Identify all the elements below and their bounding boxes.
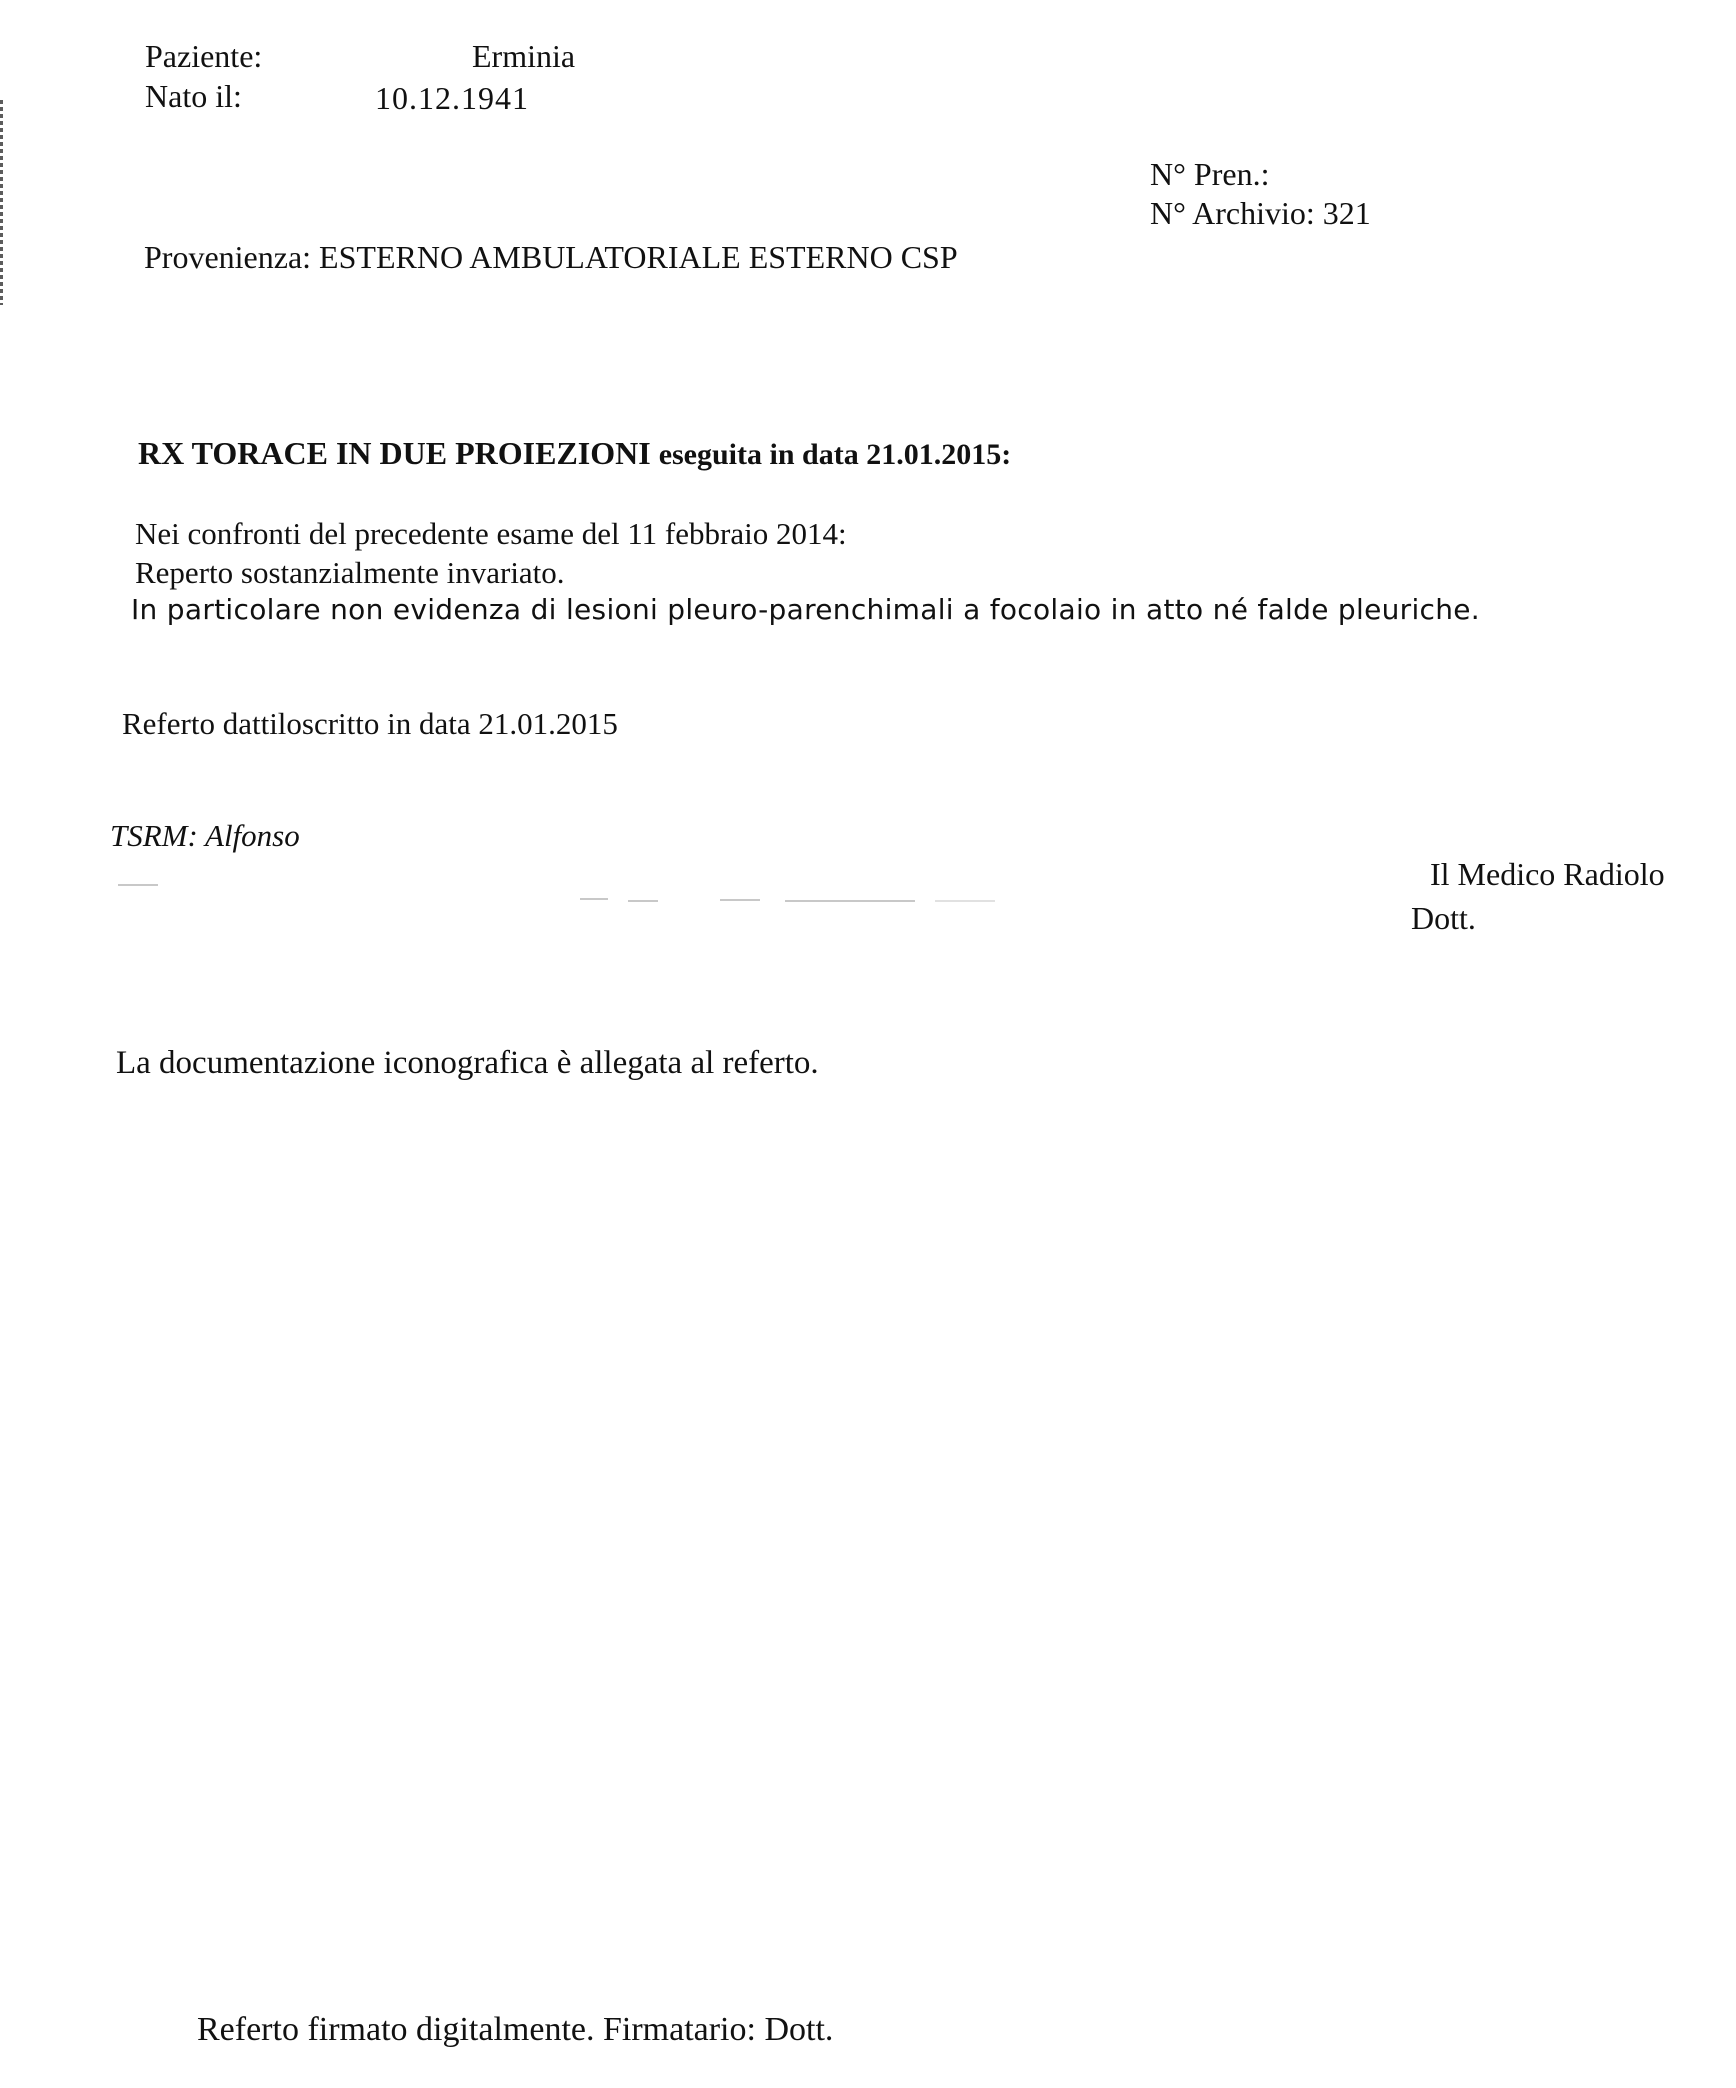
provenance: Provenienza: ESTERNO AMBULATORIALE ESTERNO CSP	[144, 239, 958, 275]
signature-note: Referto firmato digitalmente. Firmatario: Dott.	[197, 2011, 834, 2048]
scan-mark	[118, 884, 158, 886]
scan-mark	[720, 899, 760, 901]
archive-number: N° Archivio: 321	[1150, 195, 1371, 231]
patient-name: Erminia	[472, 38, 576, 74]
exam-date: eseguita in data 21.01.2015:	[658, 438, 1012, 471]
tsrm: TSRM: Alfonso	[110, 818, 300, 853]
birth-label: Nato il:	[145, 78, 242, 114]
scan-mark	[628, 900, 658, 902]
finding-line-2: Reperto sostanzialmente invariato.	[135, 555, 565, 590]
exam-title	[138, 433, 1011, 475]
booking-number-label: N° Pren.:	[1150, 156, 1270, 192]
radiologist-title: Il Medico Radiolo	[1430, 856, 1665, 892]
exam-name: RX TORACE IN DUE PROIEZIONI	[138, 435, 651, 471]
scan-mark	[935, 900, 995, 902]
patient-label: Paziente:	[145, 38, 263, 74]
scan-edge-mark	[0, 100, 3, 305]
finding-line-1: Nei confronti del precedente esame del 11 febbraio 2014:	[135, 516, 847, 551]
scan-mark	[580, 898, 608, 900]
scan-mark	[785, 900, 915, 902]
finding-line-3: In particolare non evidenza di lesioni pleuro-parenchimali a focolaio in atto né falde pleuriche.	[131, 593, 1481, 626]
radiologist-name: Dott.	[1411, 900, 1476, 936]
birth-date: 10.12.1941	[375, 80, 529, 116]
attachment-note: La documentazione iconografica è allegata al referto.	[116, 1045, 819, 1081]
typed-date: Referto dattiloscritto in data 21.01.2015	[122, 706, 618, 741]
